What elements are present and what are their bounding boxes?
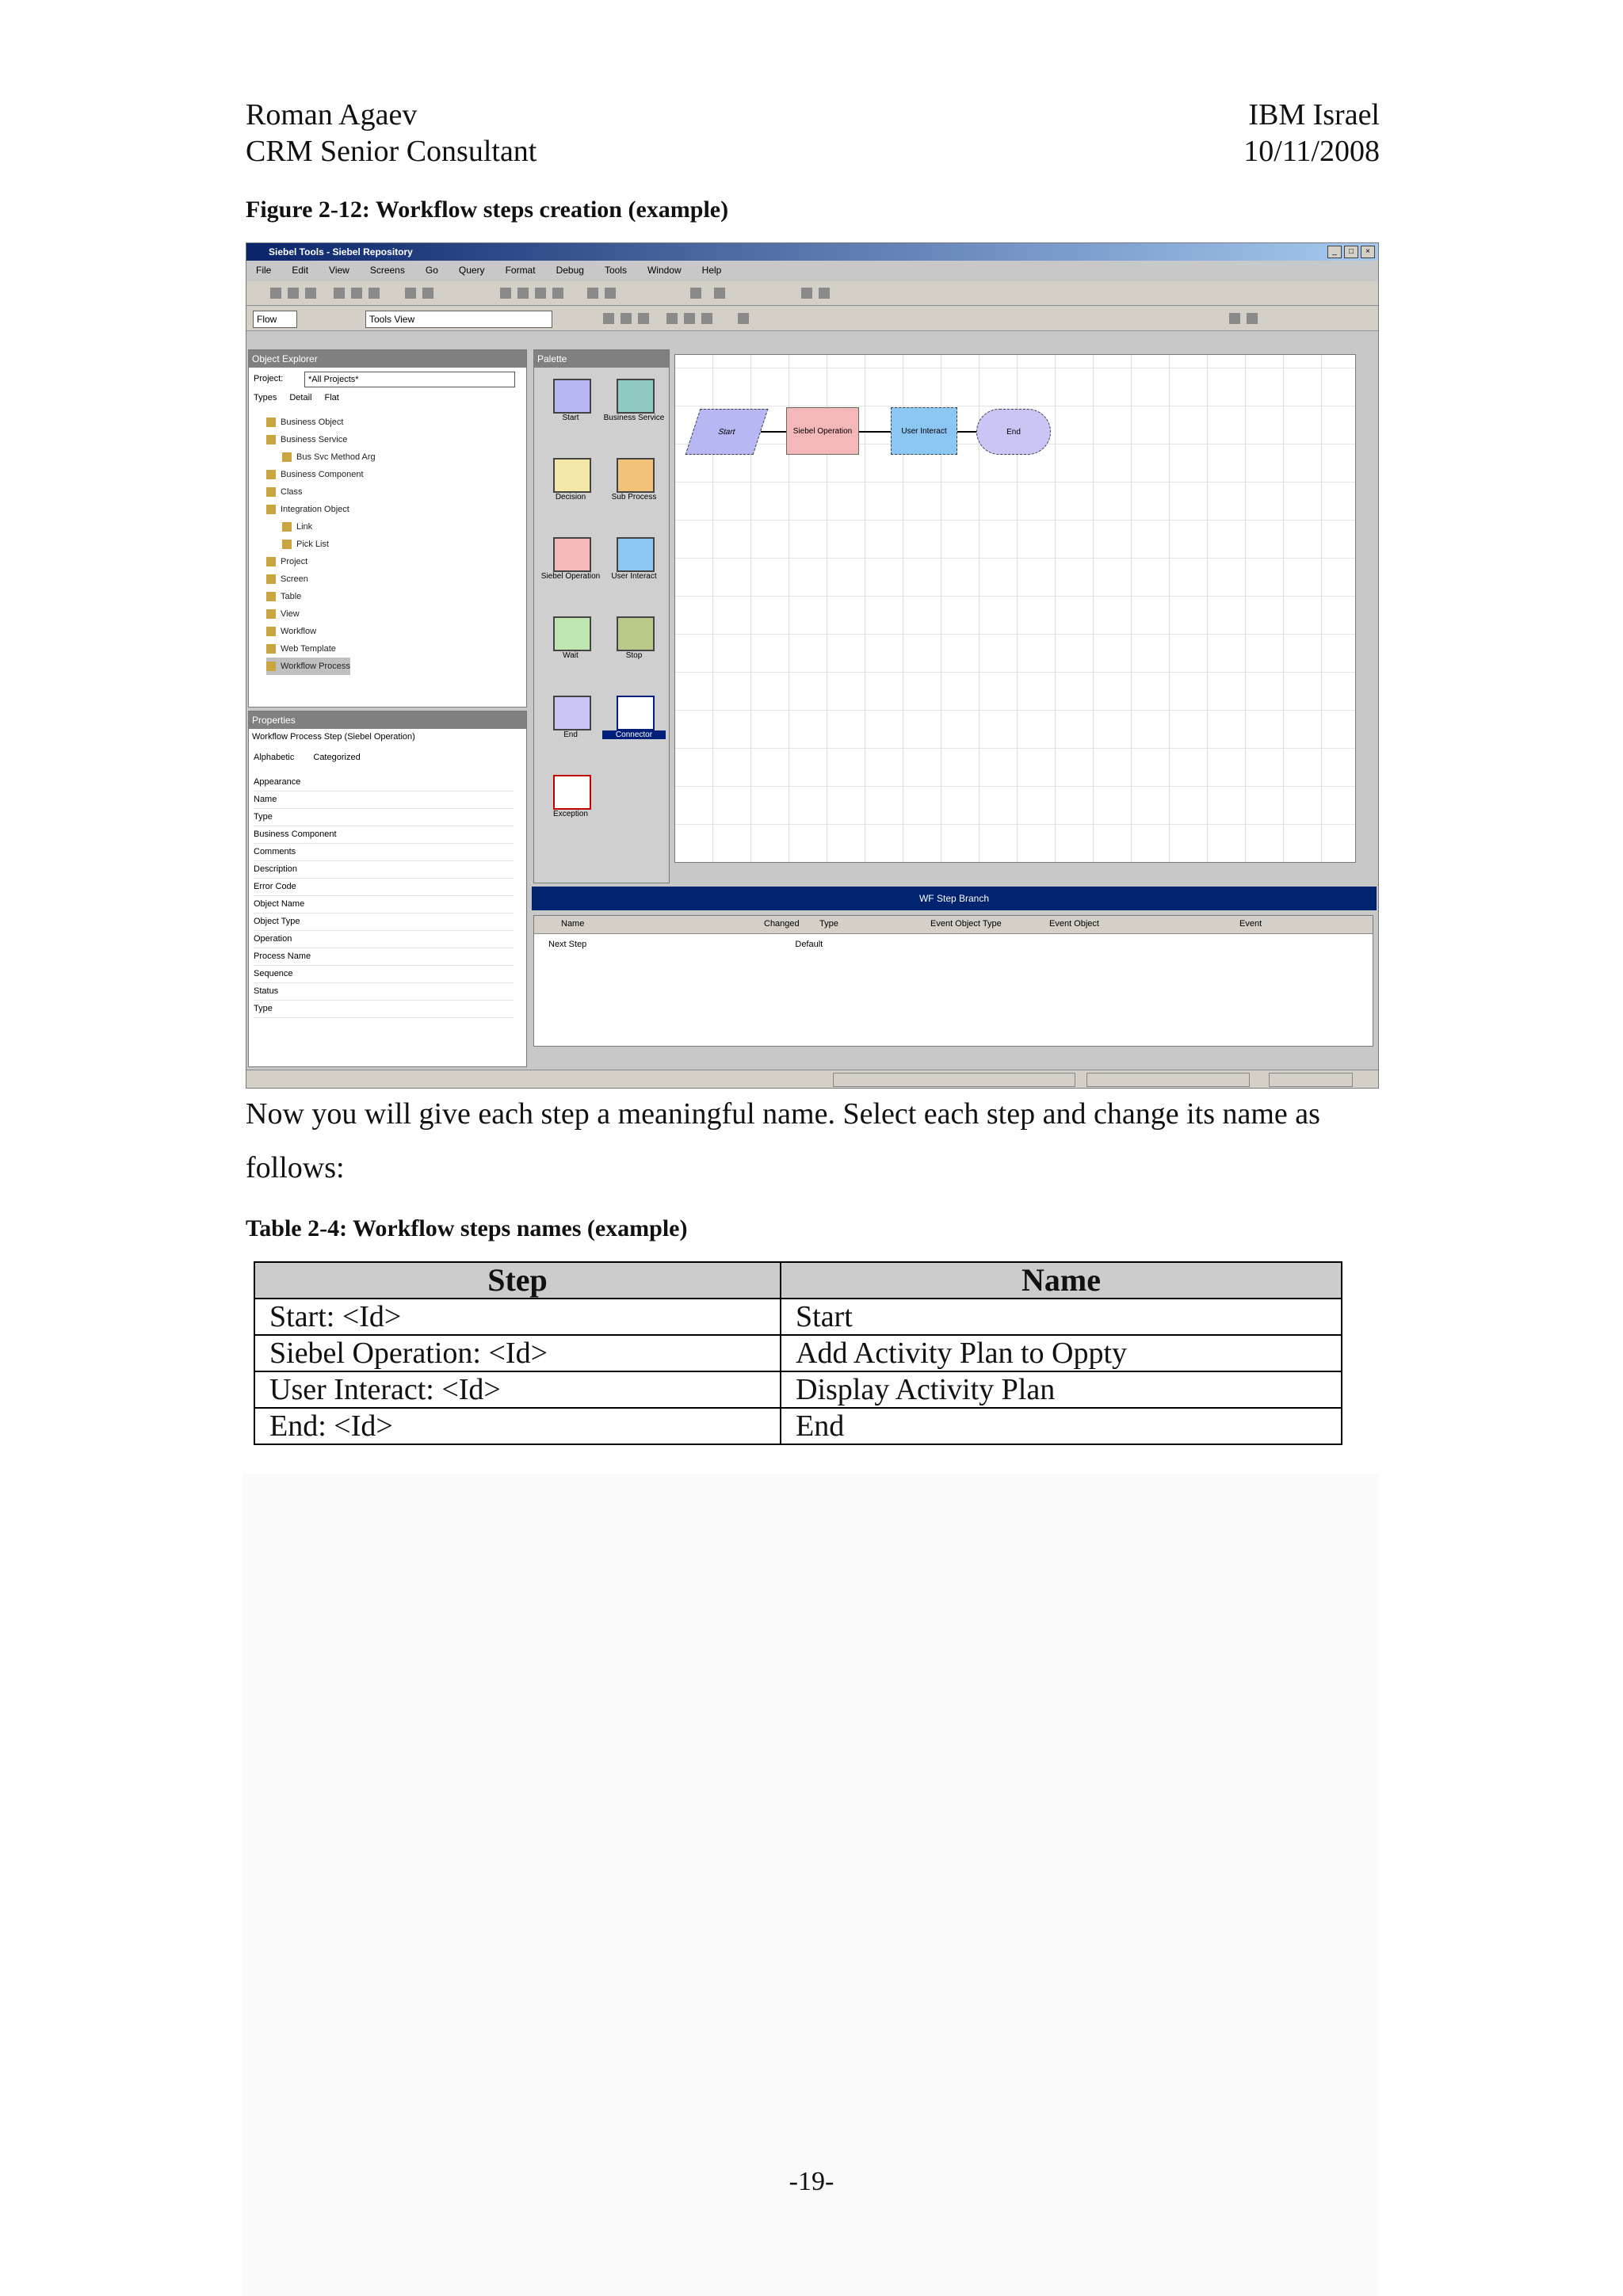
step-branch-title: WF Step Branch — [532, 887, 1377, 910]
status-cell — [833, 1073, 1075, 1087]
find-icon[interactable] — [605, 288, 616, 299]
tab-alphabetic[interactable]: Alphabetic — [254, 753, 295, 762]
table-row[interactable] — [548, 940, 823, 949]
document-date: 10/11/2008 — [1243, 135, 1380, 168]
menu-item[interactable]: Help — [701, 265, 722, 276]
grid-icon[interactable] — [666, 313, 678, 324]
property-row[interactable]: Error Code — [254, 878, 514, 896]
tree-item[interactable]: Business Service — [266, 431, 347, 448]
palette-label: Exception — [553, 810, 588, 818]
folder-icon — [282, 522, 292, 532]
align-left-icon[interactable] — [603, 313, 614, 324]
folder-icon — [266, 644, 276, 654]
table-header-row — [254, 1262, 1342, 1299]
step-cell: Siebel Operation: <Id> — [254, 1335, 781, 1371]
palette-label: Siebel Operation — [540, 572, 601, 581]
tree-item[interactable]: Pick List — [282, 536, 329, 553]
folder-icon — [266, 592, 276, 601]
menu-item[interactable]: Format — [505, 265, 536, 276]
align-right-icon[interactable] — [638, 313, 649, 324]
palette-end[interactable] — [553, 696, 591, 730]
property-row[interactable]: Business Component — [254, 826, 514, 844]
cell-type: Default — [795, 940, 823, 949]
folder-icon — [266, 505, 276, 514]
palette-connector[interactable] — [617, 696, 655, 730]
author-role: CRM Senior Consultant — [246, 135, 537, 168]
minimize-icon[interactable]: _ — [1327, 246, 1342, 258]
property-row[interactable]: Sequence — [254, 965, 514, 983]
table-row — [254, 1335, 1342, 1371]
column-header-step: Step — [254, 1262, 781, 1299]
connector-arrow[interactable] — [859, 431, 891, 433]
next-record-icon[interactable] — [535, 288, 546, 299]
folder-icon — [266, 418, 276, 427]
menu-item[interactable]: Debug — [556, 265, 584, 276]
property-row[interactable]: Description — [254, 860, 514, 879]
tree-item[interactable]: Workflow — [266, 623, 316, 640]
menu-item[interactable]: File — [256, 265, 272, 276]
step-cell: User Interact: <Id> — [254, 1371, 781, 1408]
project-label: Project: — [254, 374, 284, 383]
step-cell: End: <Id> — [254, 1408, 781, 1444]
property-row[interactable]: Status — [254, 982, 514, 1001]
connector-arrow[interactable] — [957, 431, 976, 433]
property-row[interactable]: Name — [254, 791, 514, 809]
query-icon[interactable] — [587, 288, 598, 299]
tree-item[interactable]: Business Component — [266, 466, 364, 483]
folder-icon — [282, 540, 292, 549]
column-header[interactable]: Event — [1239, 919, 1262, 929]
tree-item[interactable]: Screen — [266, 570, 308, 588]
property-row[interactable]: Type — [254, 1000, 514, 1018]
siebel-tools-screenshot — [246, 242, 1379, 1089]
column-header[interactable]: Type — [819, 919, 838, 929]
window-title: Siebel Tools - Siebel Repository — [246, 243, 1378, 261]
maximize-icon[interactable]: □ — [1344, 246, 1358, 258]
menu-item[interactable]: View — [329, 265, 349, 276]
explorer-tabs — [254, 393, 339, 402]
compile-icon[interactable] — [690, 288, 701, 299]
flow-field[interactable]: Flow — [253, 311, 297, 328]
table-row — [254, 1408, 1342, 1444]
table-row — [254, 1299, 1342, 1335]
property-row[interactable]: Comments — [254, 843, 514, 861]
palette-siebel-operation[interactable] — [553, 537, 591, 572]
properties-subtitle: Workflow Process Step (Siebel Operation) — [252, 732, 415, 742]
palette-label: Stop — [625, 651, 643, 660]
redo-icon[interactable] — [422, 288, 433, 299]
step-cell: Start: <Id> — [254, 1299, 781, 1335]
body-paragraph: Now you will give each step a meaningful name. Select each step and change its name as follows: — [246, 1097, 1320, 1184]
previous-record-icon[interactable] — [517, 288, 529, 299]
tree-item[interactable]: Integration Object — [266, 501, 349, 518]
palette-exception[interactable] — [553, 775, 591, 810]
palette-wait[interactable] — [553, 616, 591, 651]
workflow-canvas[interactable] — [674, 354, 1356, 863]
palette-label: Business Service — [603, 414, 665, 422]
first-record-icon[interactable] — [500, 288, 511, 299]
property-row[interactable]: Object Type — [254, 913, 514, 931]
tree-item[interactable]: View — [266, 605, 300, 623]
workflow-step-end[interactable]: End — [976, 409, 1051, 455]
folder-icon — [266, 574, 276, 584]
folder-icon — [266, 487, 276, 497]
palette-label: Wait — [563, 651, 579, 660]
tab-types[interactable]: Types — [254, 393, 277, 402]
palette-decision[interactable] — [553, 458, 591, 493]
folder-icon — [282, 452, 292, 462]
workflow-step-start[interactable]: Start — [685, 409, 769, 455]
tab-detail[interactable]: Detail — [289, 393, 312, 402]
palette-start[interactable] — [553, 379, 591, 414]
table-caption: Table 2-4: Workflow steps names (example) — [246, 1215, 688, 1241]
palette-label: Decision — [555, 493, 586, 502]
folder-icon — [266, 557, 276, 566]
property-row[interactable]: Object Name — [254, 895, 514, 913]
tree-item[interactable]: Class — [266, 483, 303, 501]
paste-icon[interactable] — [369, 288, 380, 299]
name-cell: Add Activity Plan to Oppty — [781, 1335, 1342, 1371]
table-row — [254, 1371, 1342, 1408]
connector-arrow[interactable] — [761, 431, 786, 433]
zoom-icon[interactable] — [701, 313, 712, 324]
cut-icon[interactable] — [334, 288, 345, 299]
palette-business-service[interactable] — [617, 379, 655, 414]
property-row[interactable]: Process Name — [254, 948, 514, 966]
properties-tabs — [254, 753, 361, 762]
layout-icon[interactable] — [684, 313, 695, 324]
menu-item[interactable]: Tools — [604, 265, 627, 276]
align-center-icon[interactable] — [621, 313, 632, 324]
folder-icon — [266, 470, 276, 479]
palette-label: User Interact — [611, 572, 657, 581]
run-icon[interactable] — [801, 288, 812, 299]
menu-bar — [246, 261, 1378, 280]
palette-user-interact[interactable] — [617, 537, 655, 572]
folder-icon — [266, 662, 276, 671]
forward-arrow-icon[interactable] — [1247, 313, 1258, 324]
print-icon[interactable] — [305, 288, 316, 299]
tab-categorized[interactable]: Categorized — [313, 753, 361, 762]
back-arrow-icon[interactable] — [1229, 313, 1240, 324]
property-row[interactable]: Type — [254, 808, 514, 826]
name-cell: Start — [781, 1299, 1342, 1335]
name-cell: End — [781, 1408, 1342, 1444]
list-header — [534, 916, 1373, 934]
cell-name: Next Step — [548, 940, 587, 949]
last-record-icon[interactable] — [552, 288, 563, 299]
header-left — [246, 97, 537, 170]
palette-stop[interactable] — [617, 616, 655, 651]
close-icon[interactable]: × — [1361, 246, 1375, 258]
workflow-step-siebel-operation[interactable]: Siebel Operation — [786, 407, 859, 455]
tab-flat[interactable]: Flat — [324, 393, 339, 402]
tree-item[interactable]: Business Object — [266, 414, 343, 431]
object-explorer-panel — [248, 349, 527, 707]
palette-label: Connector — [602, 730, 666, 739]
properties-title: Properties — [249, 711, 526, 729]
properties-panel — [248, 711, 527, 1067]
property-row[interactable]: Appearance — [254, 773, 514, 791]
tree-item-selected[interactable]: Workflow Process — [266, 658, 350, 675]
folder-icon — [266, 627, 276, 636]
palette-sub-process[interactable] — [617, 458, 655, 493]
save-icon[interactable] — [288, 288, 299, 299]
name-cell: Display Activity Plan — [781, 1371, 1342, 1408]
status-bar — [246, 1070, 1378, 1088]
palette-label: Sub Process — [611, 493, 657, 502]
project-select[interactable]: *All Projects* — [304, 372, 515, 387]
page-number: -19- — [789, 2167, 834, 2196]
steps-names-table — [254, 1261, 1342, 1445]
column-header[interactable]: Event Object Type — [930, 919, 1002, 929]
step-icon[interactable] — [819, 288, 830, 299]
menu-item[interactable]: Screens — [369, 265, 405, 276]
palette-title: Palette — [534, 350, 669, 368]
palette-label: Start — [562, 414, 579, 422]
column-header[interactable]: Event Object — [1049, 919, 1099, 929]
debug-icon[interactable] — [714, 288, 725, 299]
palette-label: End — [563, 730, 578, 739]
folder-icon — [266, 435, 276, 444]
tree-item[interactable]: Project — [266, 553, 307, 570]
tree-item[interactable]: Web Template — [266, 640, 336, 658]
figure-caption: Figure 2-12: Workflow steps creation (example) — [246, 196, 729, 223]
step-branch-list — [533, 915, 1373, 1047]
header-right — [1243, 97, 1380, 170]
standard-toolbar — [246, 281, 1378, 306]
window-controls — [1327, 246, 1375, 258]
view-field[interactable]: Tools View — [365, 311, 552, 328]
new-icon[interactable] — [270, 288, 281, 299]
author-name: Roman Agaev — [246, 98, 418, 132]
menu-item[interactable]: Query — [458, 265, 485, 276]
company-name: IBM Israel — [1248, 98, 1380, 132]
workflow-step-user-interact[interactable]: User Interact — [891, 407, 957, 455]
undo-icon[interactable] — [405, 288, 416, 299]
column-header-name: Name — [781, 1262, 1342, 1299]
copy-icon[interactable] — [351, 288, 362, 299]
column-header[interactable]: Changed — [764, 919, 800, 929]
status-cell — [1269, 1073, 1353, 1087]
tree-item[interactable]: Table — [266, 588, 301, 605]
column-header[interactable]: Name — [561, 919, 585, 929]
menu-item[interactable]: Window — [647, 265, 682, 276]
folder-icon — [266, 609, 276, 619]
text-icon[interactable] — [738, 313, 749, 324]
property-row[interactable]: Operation — [254, 930, 514, 948]
tree-item[interactable]: Link — [282, 518, 312, 536]
palette-panel — [533, 349, 670, 883]
menu-item[interactable]: Go — [425, 265, 438, 276]
menu-item[interactable]: Edit — [292, 265, 309, 276]
diagram-toolbar — [246, 307, 1378, 331]
explorer-title: Object Explorer — [249, 350, 526, 368]
status-cell — [1086, 1073, 1250, 1087]
tree-item[interactable]: Bus Svc Method Arg — [282, 448, 376, 466]
